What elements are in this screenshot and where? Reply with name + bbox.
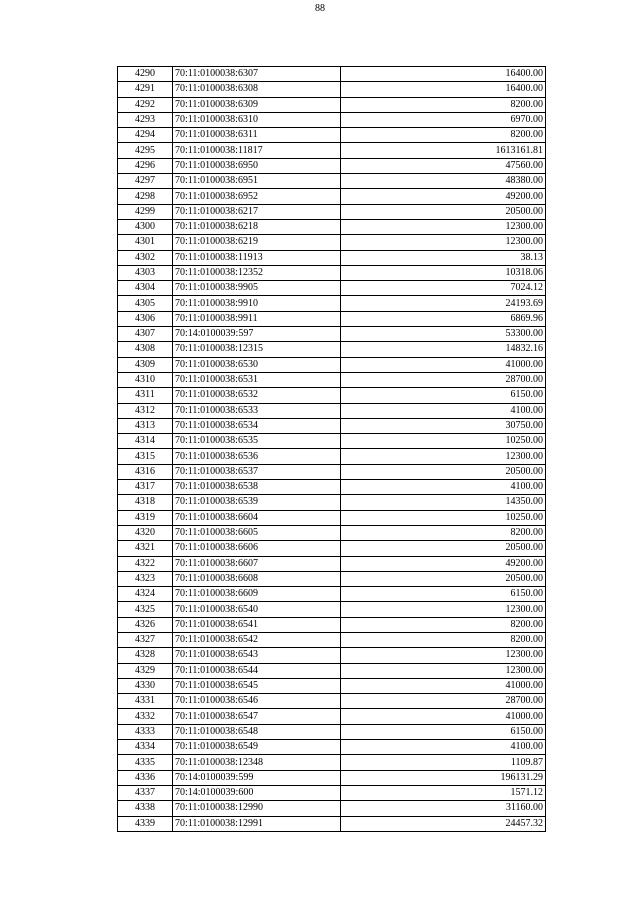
value-cell: 12300.00	[341, 449, 546, 464]
row-number-cell: 4330	[118, 678, 173, 693]
row-number-cell: 4313	[118, 418, 173, 433]
cadastral-number-cell: 70:11:0100038:6217	[173, 204, 341, 219]
value-cell: 6150.00	[341, 724, 546, 739]
table-row	[118, 265, 546, 280]
cadastral-number-cell: 70:11:0100038:12991	[173, 816, 341, 831]
value-cell: 6970.00	[341, 112, 546, 127]
row-number-cell: 4308	[118, 342, 173, 357]
value-cell: 6869.96	[341, 311, 546, 326]
cadastral-number-cell: 70:11:0100038:6951	[173, 174, 341, 189]
table-row	[118, 143, 546, 158]
cadastral-number-cell: 70:11:0100038:6534	[173, 418, 341, 433]
table-row	[118, 219, 546, 234]
value-cell: 28700.00	[341, 372, 546, 387]
value-cell: 10250.00	[341, 510, 546, 525]
value-cell: 8200.00	[341, 128, 546, 143]
row-number-cell: 4297	[118, 174, 173, 189]
table-row	[118, 602, 546, 617]
row-number-cell: 4314	[118, 434, 173, 449]
row-number-cell: 4290	[118, 67, 173, 82]
table-row	[118, 82, 546, 97]
cadastral-number-cell: 70:11:0100038:6537	[173, 464, 341, 479]
row-number-cell: 4327	[118, 632, 173, 647]
table-row	[118, 678, 546, 693]
value-cell: 1613161.81	[341, 143, 546, 158]
table-row	[118, 663, 546, 678]
table-row	[118, 525, 546, 540]
table-row	[118, 464, 546, 479]
cadastral-number-cell: 70:11:0100038:9905	[173, 281, 341, 296]
value-cell: 4100.00	[341, 480, 546, 495]
row-number-cell: 4301	[118, 235, 173, 250]
table-row	[118, 480, 546, 495]
table-row	[118, 204, 546, 219]
row-number-cell: 4321	[118, 541, 173, 556]
row-number-cell: 4292	[118, 97, 173, 112]
row-number-cell: 4332	[118, 709, 173, 724]
table-row	[118, 495, 546, 510]
table-row	[118, 372, 546, 387]
cadastral-number-cell: 70:11:0100038:9910	[173, 296, 341, 311]
table-row	[118, 67, 546, 82]
row-number-cell: 4334	[118, 740, 173, 755]
row-number-cell: 4323	[118, 571, 173, 586]
value-cell: 4100.00	[341, 740, 546, 755]
cadastral-number-cell: 70:14:0100039:599	[173, 770, 341, 785]
value-cell: 6150.00	[341, 587, 546, 602]
table-row	[118, 740, 546, 755]
cadastral-number-cell: 70:11:0100038:6309	[173, 97, 341, 112]
cadastral-number-cell: 70:11:0100038:12352	[173, 265, 341, 280]
cadastral-number-cell: 70:11:0100038:11913	[173, 250, 341, 265]
table-row	[118, 250, 546, 265]
cadastral-number-cell: 70:11:0100038:6218	[173, 219, 341, 234]
row-number-cell: 4307	[118, 327, 173, 342]
value-cell: 12300.00	[341, 219, 546, 234]
table-row	[118, 342, 546, 357]
cadastral-number-cell: 70:11:0100038:9911	[173, 311, 341, 326]
table-row	[118, 755, 546, 770]
value-cell: 7024.12	[341, 281, 546, 296]
row-number-cell: 4300	[118, 219, 173, 234]
table-row	[118, 403, 546, 418]
cadastral-number-cell: 70:11:0100038:6548	[173, 724, 341, 739]
table-row	[118, 434, 546, 449]
cadastral-number-cell: 70:11:0100038:6531	[173, 372, 341, 387]
value-cell: 41000.00	[341, 709, 546, 724]
value-cell: 47560.00	[341, 158, 546, 173]
table-row	[118, 418, 546, 433]
cadastral-number-cell: 70:11:0100038:6533	[173, 403, 341, 418]
cadastral-number-cell: 70:14:0100039:597	[173, 327, 341, 342]
value-cell: 41000.00	[341, 678, 546, 693]
row-number-cell: 4326	[118, 617, 173, 632]
cadastral-number-cell: 70:11:0100038:6219	[173, 235, 341, 250]
cadastral-number-cell: 70:11:0100038:12348	[173, 755, 341, 770]
cadastral-number-cell: 70:11:0100038:11817	[173, 143, 341, 158]
table-row	[118, 158, 546, 173]
cadastral-number-cell: 70:11:0100038:6310	[173, 112, 341, 127]
row-number-cell: 4311	[118, 388, 173, 403]
cadastral-number-cell: 70:11:0100038:6544	[173, 663, 341, 678]
row-number-cell: 4320	[118, 525, 173, 540]
cadastral-number-cell: 70:11:0100038:6604	[173, 510, 341, 525]
table-row	[118, 648, 546, 663]
table-row	[118, 587, 546, 602]
value-cell: 14832.16	[341, 342, 546, 357]
row-number-cell: 4298	[118, 189, 173, 204]
value-cell: 12300.00	[341, 235, 546, 250]
row-number-cell: 4329	[118, 663, 173, 678]
row-number-cell: 4324	[118, 587, 173, 602]
cadastral-number-cell: 70:11:0100038:6547	[173, 709, 341, 724]
value-cell: 12300.00	[341, 663, 546, 678]
value-cell: 14350.00	[341, 495, 546, 510]
row-number-cell: 4310	[118, 372, 173, 387]
cadastral-number-cell: 70:11:0100038:6952	[173, 189, 341, 204]
row-number-cell: 4335	[118, 755, 173, 770]
table-row	[118, 816, 546, 831]
table-row	[118, 785, 546, 800]
row-number-cell: 4295	[118, 143, 173, 158]
cadastral-number-cell: 70:11:0100038:6549	[173, 740, 341, 755]
row-number-cell: 4302	[118, 250, 173, 265]
cadastral-number-cell: 70:11:0100038:6607	[173, 556, 341, 571]
cadastral-number-cell: 70:14:0100039:600	[173, 785, 341, 800]
table-row	[118, 449, 546, 464]
value-cell: 8200.00	[341, 97, 546, 112]
cadastral-number-cell: 70:11:0100038:6542	[173, 632, 341, 647]
row-number-cell: 4325	[118, 602, 173, 617]
cadastral-number-cell: 70:11:0100038:6543	[173, 648, 341, 663]
cadastral-number-cell: 70:11:0100038:6606	[173, 541, 341, 556]
value-cell: 20500.00	[341, 541, 546, 556]
row-number-cell: 4318	[118, 495, 173, 510]
row-number-cell: 4328	[118, 648, 173, 663]
row-number-cell: 4336	[118, 770, 173, 785]
row-number-cell: 4333	[118, 724, 173, 739]
table-row	[118, 388, 546, 403]
table-row	[118, 174, 546, 189]
value-cell: 24193.69	[341, 296, 546, 311]
value-cell: 8200.00	[341, 525, 546, 540]
row-number-cell: 4337	[118, 785, 173, 800]
value-cell: 16400.00	[341, 82, 546, 97]
cadastral-number-cell: 70:11:0100038:6532	[173, 388, 341, 403]
cadastral-number-cell: 70:11:0100038:6530	[173, 357, 341, 372]
row-number-cell: 4338	[118, 801, 173, 816]
value-cell: 8200.00	[341, 617, 546, 632]
value-cell: 41000.00	[341, 357, 546, 372]
table-row	[118, 281, 546, 296]
cadastral-number-cell: 70:11:0100038:6545	[173, 678, 341, 693]
table-row	[118, 617, 546, 632]
row-number-cell: 4339	[118, 816, 173, 831]
row-number-cell: 4303	[118, 265, 173, 280]
data-table	[117, 66, 546, 832]
value-cell: 38.13	[341, 250, 546, 265]
row-number-cell: 4299	[118, 204, 173, 219]
value-cell: 48380.00	[341, 174, 546, 189]
table-row	[118, 189, 546, 204]
value-cell: 49200.00	[341, 189, 546, 204]
value-cell: 10250.00	[341, 434, 546, 449]
cadastral-number-cell: 70:11:0100038:6535	[173, 434, 341, 449]
value-cell: 16400.00	[341, 67, 546, 82]
value-cell: 31160.00	[341, 801, 546, 816]
table-row	[118, 632, 546, 647]
row-number-cell: 4309	[118, 357, 173, 372]
value-cell: 4100.00	[341, 403, 546, 418]
table-row	[118, 296, 546, 311]
cadastral-number-cell: 70:11:0100038:6538	[173, 480, 341, 495]
table-row	[118, 541, 546, 556]
cadastral-number-cell: 70:11:0100038:6605	[173, 525, 341, 540]
cadastral-number-cell: 70:11:0100038:6609	[173, 587, 341, 602]
row-number-cell: 4312	[118, 403, 173, 418]
cadastral-number-cell: 70:11:0100038:6540	[173, 602, 341, 617]
row-number-cell: 4317	[118, 480, 173, 495]
value-cell: 12300.00	[341, 648, 546, 663]
table-row	[118, 235, 546, 250]
table-row	[118, 97, 546, 112]
cadastral-number-cell: 70:11:0100038:6950	[173, 158, 341, 173]
row-number-cell: 4294	[118, 128, 173, 143]
table-row	[118, 357, 546, 372]
table-row	[118, 801, 546, 816]
cadastral-number-cell: 70:11:0100038:6608	[173, 571, 341, 586]
cadastral-number-cell: 70:11:0100038:6539	[173, 495, 341, 510]
cadastral-number-cell: 70:11:0100038:12990	[173, 801, 341, 816]
row-number-cell: 4331	[118, 694, 173, 709]
row-number-cell: 4291	[118, 82, 173, 97]
value-cell: 20500.00	[341, 464, 546, 479]
value-cell: 196131.29	[341, 770, 546, 785]
row-number-cell: 4296	[118, 158, 173, 173]
cadastral-number-cell: 70:11:0100038:6546	[173, 694, 341, 709]
table-body	[118, 67, 546, 832]
cadastral-number-cell: 70:11:0100038:6541	[173, 617, 341, 632]
value-cell: 53300.00	[341, 327, 546, 342]
value-cell: 12300.00	[341, 602, 546, 617]
table-row	[118, 571, 546, 586]
page-number: 88	[315, 3, 325, 14]
row-number-cell: 4322	[118, 556, 173, 571]
value-cell: 20500.00	[341, 571, 546, 586]
value-cell: 20500.00	[341, 204, 546, 219]
table-row	[118, 112, 546, 127]
value-cell: 8200.00	[341, 632, 546, 647]
row-number-cell: 4304	[118, 281, 173, 296]
table-row	[118, 510, 546, 525]
row-number-cell: 4316	[118, 464, 173, 479]
value-cell: 10318.06	[341, 265, 546, 280]
cadastral-number-cell: 70:11:0100038:6536	[173, 449, 341, 464]
table-row	[118, 311, 546, 326]
table-row	[118, 128, 546, 143]
table-row	[118, 724, 546, 739]
cadastral-number-cell: 70:11:0100038:6308	[173, 82, 341, 97]
value-cell: 6150.00	[341, 388, 546, 403]
row-number-cell: 4306	[118, 311, 173, 326]
value-cell: 24457.32	[341, 816, 546, 831]
table-row	[118, 556, 546, 571]
row-number-cell: 4293	[118, 112, 173, 127]
row-number-cell: 4305	[118, 296, 173, 311]
table-row	[118, 694, 546, 709]
row-number-cell: 4315	[118, 449, 173, 464]
value-cell: 1109.87	[341, 755, 546, 770]
row-number-cell: 4319	[118, 510, 173, 525]
value-cell: 28700.00	[341, 694, 546, 709]
cadastral-number-cell: 70:11:0100038:6307	[173, 67, 341, 82]
table-row	[118, 709, 546, 724]
table-row	[118, 327, 546, 342]
value-cell: 49200.00	[341, 556, 546, 571]
cadastral-number-cell: 70:11:0100038:6311	[173, 128, 341, 143]
table-row	[118, 770, 546, 785]
value-cell: 30750.00	[341, 418, 546, 433]
cadastral-number-cell: 70:11:0100038:12315	[173, 342, 341, 357]
value-cell: 1571.12	[341, 785, 546, 800]
